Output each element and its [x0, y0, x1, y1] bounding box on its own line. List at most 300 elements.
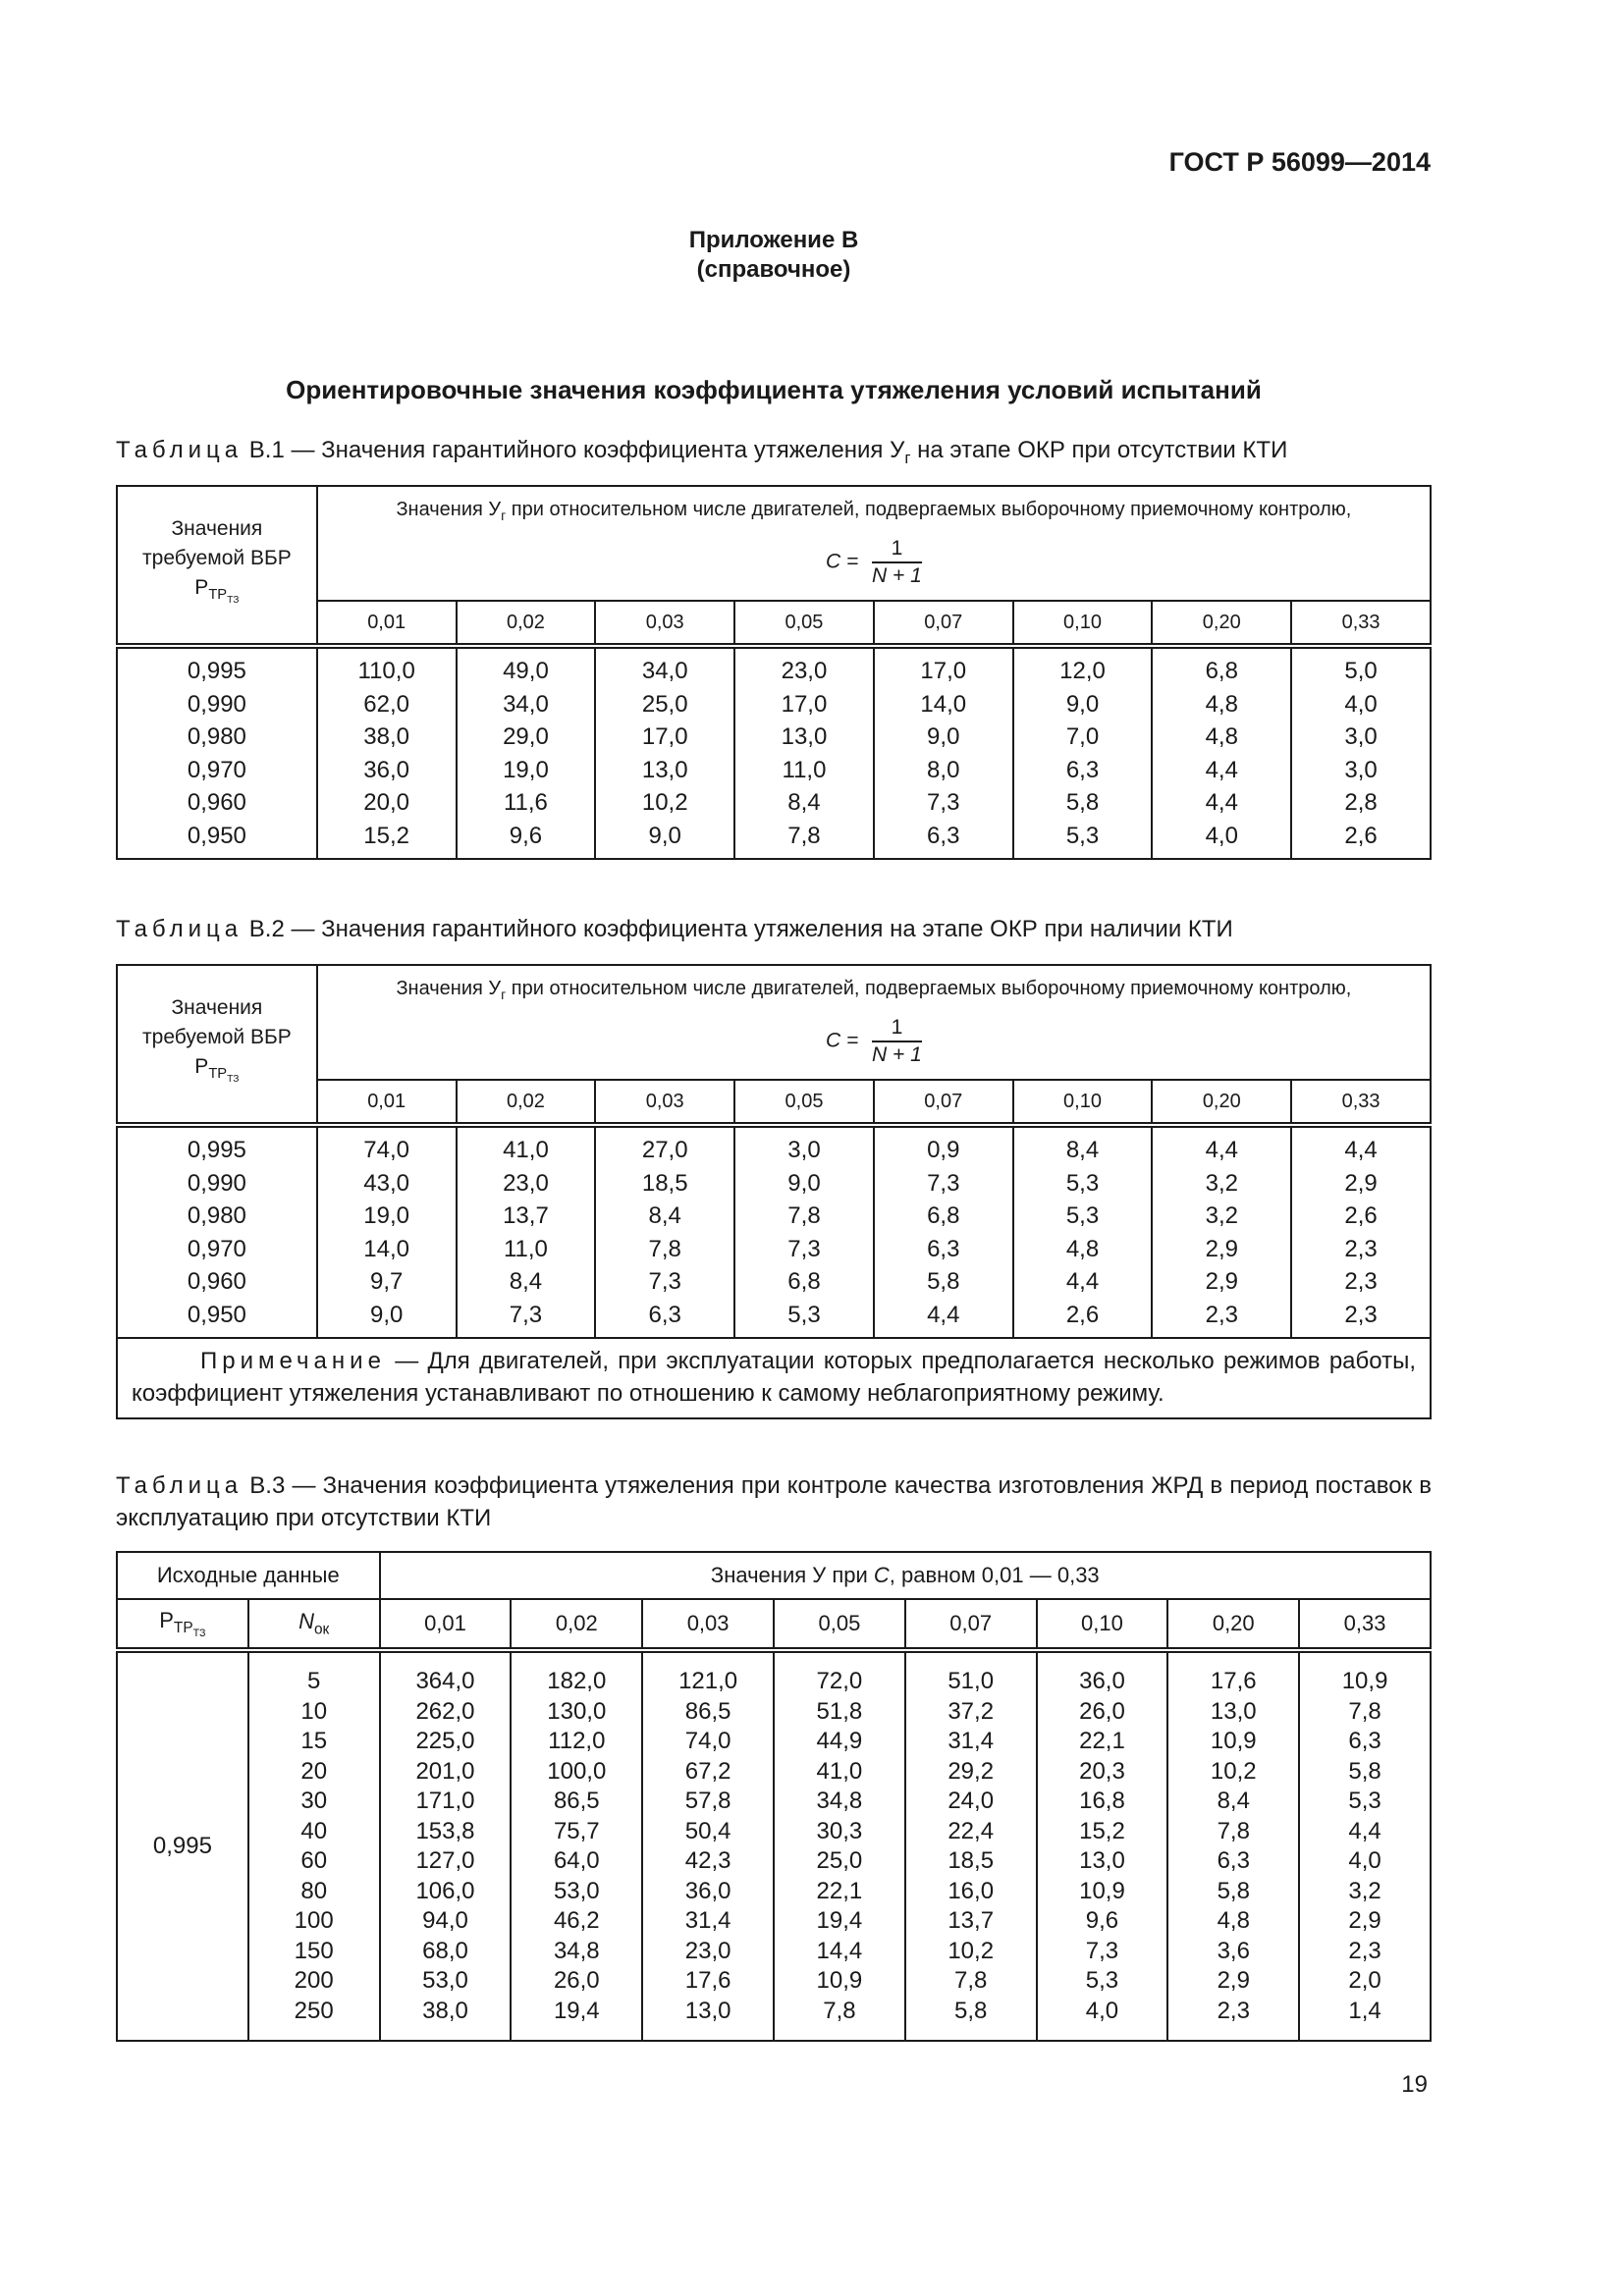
table2-col-header: 0,05: [734, 1080, 874, 1125]
table-cell-value: 50,4: [684, 1817, 731, 1844]
table-cell-value: 3,0: [1344, 756, 1378, 783]
table-cell-value: 16,8: [1079, 1788, 1125, 1814]
table2-col-header: 0,33: [1291, 1080, 1431, 1125]
table-cell-value: 4,4: [927, 1301, 960, 1328]
table-cell-value: 38,0: [363, 723, 410, 750]
table-cell-value: 26,0: [1079, 1697, 1125, 1725]
table3-n-values: [248, 1650, 380, 2041]
table-cell-value: 153,8: [415, 1817, 475, 1844]
table2-note-text: — Для двигателей, при эксплуатации которых предполагается несколько режимов работы, коэффициент утяжеления устанавливают по отношению к самому неблагоприятному режиму.: [132, 1348, 1416, 1407]
table3-value-column: [1167, 1650, 1299, 2041]
table-cell-value: 30: [300, 1788, 328, 1814]
table-cell-value: 20: [300, 1757, 328, 1785]
table-cell-value: 6,3: [927, 822, 960, 849]
table-cell-value: 5,3: [787, 1301, 821, 1328]
table-cell-value: 29,0: [503, 723, 549, 750]
table-cell-value: 6,3: [1065, 756, 1100, 783]
table-cell-value: 27,0: [641, 1137, 688, 1163]
table1-formula-lhs: C =: [825, 550, 859, 573]
table-cell-value: 13,0: [781, 723, 828, 750]
table2-value-column: [317, 1125, 457, 1338]
table-cell-value: 36,0: [684, 1877, 731, 1904]
table3-col-header: 0,20: [1167, 1599, 1299, 1650]
table-cell-value: 5,8: [1065, 789, 1100, 816]
table-cell-value: 121,0: [678, 1668, 738, 1694]
table-cell-value: 8,0: [927, 756, 960, 783]
table-cell-value: 171,0: [415, 1788, 475, 1814]
table-cell-value: 4,4: [1344, 1137, 1378, 1163]
table-cell-value: 4,0: [1348, 1847, 1381, 1874]
table1-col-header: 0,10: [1013, 601, 1153, 646]
table-cell-value: 9,0: [787, 1169, 821, 1197]
table-cell-value: 30,3: [816, 1817, 863, 1844]
table3-group-header: Значения У при С, равном 0,01 — 0,33: [380, 1552, 1431, 1599]
table1-row-header-symbol: $Р_{ТР_{ТЗ}}$: [194, 575, 240, 607]
table1-value-column: [874, 646, 1013, 859]
table-cell-value: 19,0: [503, 756, 549, 783]
table-cell-value: 4,4: [1205, 1137, 1238, 1163]
table-cell-value: 14,0: [920, 690, 967, 718]
table-cell-value: 42,3: [684, 1847, 731, 1874]
table2-col-header: 0,20: [1152, 1080, 1291, 1125]
table3-col-header: 0,07: [905, 1599, 1037, 1650]
table-cell-value: 5: [307, 1668, 321, 1694]
table-cell-value: 62,0: [363, 690, 410, 718]
table-cell-value: 2,9: [1344, 1169, 1378, 1197]
table-cell-value: 4,8: [1065, 1235, 1100, 1262]
table-cell-value: 6,3: [648, 1301, 681, 1328]
table3-col-header: 0,33: [1299, 1599, 1431, 1650]
table-cell-value: 2,3: [1344, 1301, 1378, 1328]
table3-value-column: [905, 1650, 1037, 2041]
table-cell-value: 80: [300, 1877, 328, 1904]
table-cell-value: 364,0: [415, 1668, 475, 1694]
table-cell-value: 8,4: [509, 1268, 543, 1295]
table-cell-value: 17,0: [920, 658, 967, 684]
table3-caption-lead: Таблица: [116, 1472, 244, 1499]
table-cell-value: 10,9: [1341, 1668, 1388, 1694]
table1-caption: [116, 434, 1432, 474]
table-cell-value: 75,7: [553, 1817, 600, 1844]
table-cell-value: 6,8: [1205, 658, 1238, 684]
table-cell-value: 86,5: [553, 1788, 600, 1814]
table-cell-value: 6,8: [927, 1202, 960, 1229]
table1-col-header: 0,07: [874, 601, 1013, 646]
table-cell-value: 19,4: [553, 1997, 600, 2024]
table-cell-value: 100,0: [547, 1757, 607, 1785]
table-cell-value: 13,0: [1210, 1697, 1257, 1725]
table-cell-value: 4,8: [1217, 1907, 1250, 1934]
table-cell-value: 0,980: [187, 1202, 246, 1229]
annex-title: Приложение В: [688, 227, 859, 253]
table-cell-value: 2,3: [1348, 1937, 1381, 1964]
table-cell-value: 6,3: [1348, 1728, 1381, 1754]
table-cell-value: 72,0: [816, 1668, 863, 1694]
table3-p-header: $Р_{ТР_{ТЗ}}$: [117, 1599, 248, 1650]
table-cell-value: 7,8: [823, 1997, 856, 2024]
table-cell-value: 23,0: [684, 1937, 731, 1964]
table-cell-value: 51,8: [816, 1697, 863, 1725]
table-cell-value: 37,2: [947, 1697, 995, 1725]
table2-caption-text: В.2 — Значения гарантийного коэффициента утяжеления на этапе ОКР при наличии КТИ: [248, 916, 1233, 942]
table3-col-header: 0,05: [774, 1599, 905, 1650]
table-cell-value: 68,0: [422, 1937, 468, 1964]
table-cell-value: 53,0: [553, 1877, 600, 1904]
table1-col-header: 0,20: [1152, 601, 1291, 646]
table-cell-value: 17,0: [641, 723, 688, 750]
table1-formula: [318, 536, 1430, 589]
table-cell-value: 8,4: [1217, 1788, 1250, 1814]
table3-value-column: [511, 1650, 642, 2041]
table2-value-column: [595, 1125, 734, 1338]
table3-values-row: [117, 1650, 1431, 2041]
table3-caption-text: В.3 — Значения коэффициента утяжеления при контроле качества изготовления ЖРД в период поставок в эксплуатацию при отсутствии КТИ: [116, 1472, 1433, 1531]
table-cell-value: 22,1: [816, 1877, 863, 1904]
table-cell-value: 16,0: [947, 1877, 995, 1904]
table-cell-value: 34,0: [503, 690, 549, 718]
table-cell-value: 17,6: [1210, 1668, 1257, 1694]
table-cell-value: 4,8: [1205, 723, 1238, 750]
table1-col-header: 0,02: [457, 601, 596, 646]
table1-row-labels: [117, 646, 317, 859]
table-cell-value: 4,4: [1065, 1268, 1100, 1295]
table-cell-value: 86,5: [684, 1697, 731, 1725]
table-cell-value: 2,3: [1344, 1268, 1378, 1295]
table-cell-value: 7,8: [954, 1967, 988, 1994]
table3-n-header: $N_{ок}$: [248, 1599, 380, 1650]
table-cell-value: 7,3: [787, 1235, 821, 1262]
table-cell-value: 53,0: [422, 1967, 468, 1994]
table-cell-value: 2,0: [1348, 1967, 1381, 1994]
table-cell-value: 0,950: [187, 1301, 246, 1328]
table-cell-value: 5,3: [1348, 1788, 1381, 1814]
table-cell-value: 4,4: [1205, 756, 1238, 783]
table-cell-value: 41,0: [816, 1757, 863, 1785]
table-cell-value: 9,6: [509, 822, 543, 849]
table-cell-value: 7,8: [787, 1202, 821, 1229]
table3-value-column: [642, 1650, 774, 2041]
table-cell-value: 34,8: [816, 1788, 863, 1814]
table-cell-value: 8,4: [1065, 1137, 1100, 1163]
table-cell-value: 4,4: [1348, 1817, 1381, 1844]
table-cell-value: 0,995: [187, 1137, 246, 1163]
table-cell-value: 8,4: [648, 1202, 681, 1229]
table-cell-value: 6,8: [787, 1268, 821, 1295]
table-cell-value: 18,5: [641, 1169, 688, 1197]
table1-caption-tail: на этапе ОКР при отсутствии КТИ: [910, 437, 1288, 463]
table-cell-value: 51,0: [947, 1668, 995, 1694]
table2-formula: [318, 1015, 1430, 1068]
table-cell-value: 10,2: [947, 1937, 995, 1964]
table-cell-value: 3,2: [1205, 1169, 1238, 1197]
table-cell-value: 9,0: [648, 822, 681, 849]
section-title: Ориентировочные значения коэффициента утяжеления условий испытаний: [286, 375, 1262, 404]
table-cell-value: 25,0: [816, 1847, 863, 1874]
table-cell-value: 2,8: [1344, 789, 1378, 816]
table2-formula-fraction: $\frac{1}{N + 1}$: [872, 1016, 922, 1066]
table-cell-value: 201,0: [415, 1757, 475, 1785]
table-cell-value: 5,3: [1065, 822, 1100, 849]
table-cell-value: 150: [294, 1937, 334, 1964]
table-cell-value: 36,0: [363, 756, 410, 783]
table-cell-value: 5,8: [954, 1997, 988, 2024]
table-cell-value: 2,3: [1205, 1301, 1238, 1328]
table-cell-value: 44,9: [816, 1728, 863, 1754]
table-cell-value: 7,3: [1085, 1937, 1119, 1964]
table2-row-header-symbol: $Р_{ТР_{ТЗ}}$: [194, 1054, 240, 1086]
table1-value-column: [595, 646, 734, 859]
table2-formula-lhs: C =: [825, 1029, 859, 1052]
table-cell-value: 9,0: [369, 1301, 404, 1328]
table-cell-value: 67,2: [684, 1757, 731, 1785]
table-cell-value: 262,0: [415, 1697, 475, 1725]
table-cell-value: 7,8: [1217, 1817, 1250, 1844]
table1-col-header: 0,01: [317, 601, 457, 646]
table-cell-value: 2,6: [1344, 822, 1378, 849]
table-cell-value: 5,0: [1344, 658, 1378, 684]
table-cell-value: 7,8: [648, 1235, 681, 1262]
table-cell-value: 7,8: [1348, 1697, 1381, 1725]
table-cell-value: 13,0: [684, 1997, 731, 2024]
table-cell-value: 100: [294, 1907, 334, 1934]
table2-note-row: [117, 1338, 1431, 1418]
table-cell-value: 5,8: [927, 1268, 960, 1295]
table-cell-value: 0,950: [187, 822, 246, 849]
table-cell-value: 9,0: [927, 723, 960, 750]
table2-row-header-line1: Значения: [171, 995, 263, 1019]
table-cell-value: 17,6: [684, 1967, 731, 1994]
table3-p-value: 0,995: [117, 1650, 248, 2041]
table-cell-value: 19,4: [816, 1907, 863, 1934]
table-cell-value: 29,2: [947, 1757, 995, 1785]
table2-caption: [116, 913, 1432, 945]
table-cell-value: 24,0: [947, 1788, 995, 1814]
table-cell-value: 0,990: [187, 1169, 246, 1197]
table-cell-value: 3,2: [1348, 1877, 1381, 1904]
table2-col-header: 0,03: [595, 1080, 734, 1125]
table-cell-value: 40: [300, 1817, 328, 1844]
table1-values-row: [117, 646, 1431, 859]
table2: [116, 964, 1432, 1419]
table-cell-value: 41,0: [503, 1137, 549, 1163]
table1-formula-fraction: $\frac{1}{N + 1}$: [872, 537, 922, 587]
table1-group-header: [317, 486, 1431, 601]
document-code: ГОСТ Р 56099—2014: [1168, 147, 1431, 177]
table-cell-value: 2,6: [1344, 1202, 1378, 1229]
table-cell-value: 182,0: [547, 1668, 607, 1694]
table-cell-value: 20,0: [363, 789, 410, 816]
table-cell-value: 0,960: [187, 1268, 246, 1295]
table-cell-value: 11,6: [503, 789, 548, 816]
table1-col-header: 0,05: [734, 601, 874, 646]
table-cell-value: 6,3: [1217, 1847, 1250, 1874]
table-cell-value: 2,3: [1217, 1997, 1250, 2024]
table1-col-header: 0,03: [595, 601, 734, 646]
table1-value-column: [734, 646, 874, 859]
table-cell-value: 18,5: [947, 1847, 995, 1874]
table-cell-value: 15: [300, 1728, 328, 1754]
table-cell-value: 4,4: [1205, 789, 1238, 816]
table-cell-value: 2,9: [1205, 1235, 1238, 1262]
table3-caption: [116, 1469, 1432, 1534]
table-cell-value: 3,2: [1205, 1202, 1238, 1229]
table2-group-header-text: Значения $У_г$ при относительном числе двигателей, подвергаемых выборочному приемочному контролю,: [396, 978, 1352, 1002]
annex-subtitle: (справочное): [696, 256, 851, 283]
table2-group-header: [317, 965, 1431, 1080]
table1-col-header: 0,33: [1291, 601, 1431, 646]
table-cell-value: 4,0: [1205, 822, 1238, 849]
table-cell-value: 9,6: [1085, 1907, 1119, 1934]
table-cell-value: 2,9: [1217, 1967, 1250, 1994]
table-cell-value: 25,0: [641, 690, 688, 718]
table-cell-value: 23,0: [503, 1169, 549, 1197]
table3-value-column: [1037, 1650, 1168, 2041]
table-cell-value: 0,980: [187, 723, 246, 750]
table-cell-value: 3,0: [1344, 723, 1378, 750]
table1-row-header-line1: Значения: [171, 516, 263, 540]
table-cell-value: 106,0: [415, 1877, 475, 1904]
table-cell-value: 26,0: [553, 1967, 600, 1994]
table-cell-value: 2,9: [1348, 1907, 1381, 1934]
table-cell-value: 94,0: [422, 1907, 468, 1934]
table1-value-column: [1013, 646, 1153, 859]
table-cell-value: 19,0: [363, 1202, 410, 1229]
table-cell-value: 10,9: [816, 1967, 863, 1994]
table3-col-header: 0,02: [511, 1599, 642, 1650]
table3-col-header: 0,03: [642, 1599, 774, 1650]
table-cell-value: 250: [294, 1997, 334, 2024]
table-cell-value: 4,8: [1205, 690, 1238, 718]
table-cell-value: 13,7: [947, 1907, 995, 1934]
table-cell-value: 5,8: [1348, 1757, 1381, 1785]
table-cell-value: 8,4: [787, 789, 821, 816]
table3-value-column: [380, 1650, 512, 2041]
table-cell-value: 200: [294, 1967, 334, 1994]
table2-col-header: 0,02: [457, 1080, 596, 1125]
table-cell-value: 9,7: [369, 1268, 404, 1295]
table-cell-value: 74,0: [684, 1728, 731, 1754]
table1: [116, 485, 1432, 860]
table2-col-header: 0,01: [317, 1080, 457, 1125]
table-cell-value: 0,995: [187, 658, 246, 684]
table-cell-value: 4,0: [1344, 690, 1378, 718]
table-cell-value: 10: [300, 1697, 328, 1725]
table-cell-value: 7,3: [648, 1268, 681, 1295]
table2-value-column: [1013, 1125, 1153, 1338]
table-cell-value: 10,9: [1210, 1728, 1257, 1754]
table-cell-value: 7,3: [927, 789, 960, 816]
table-cell-value: 14,0: [363, 1235, 410, 1262]
table-cell-value: 74,0: [363, 1137, 410, 1163]
table-cell-value: 0,990: [187, 690, 246, 718]
table3-col-header: 0,01: [380, 1599, 512, 1650]
table1-caption-sub: г: [904, 448, 911, 467]
table-cell-value: 127,0: [415, 1847, 475, 1874]
table-cell-value: 5,8: [1217, 1877, 1250, 1904]
table1-value-column: [1152, 646, 1291, 859]
table2-row-header: [117, 965, 317, 1125]
table-cell-value: 0,970: [187, 1235, 246, 1262]
table2-value-column: [457, 1125, 596, 1338]
table-cell-value: 11,0: [503, 1235, 548, 1262]
table-cell-value: 31,4: [684, 1907, 731, 1934]
table-cell-value: 11,0: [782, 756, 827, 783]
table1-value-column: [1291, 646, 1431, 859]
table-cell-value: 7,3: [509, 1301, 543, 1328]
table-cell-value: 110,0: [357, 658, 415, 684]
table2-col-header: 0,10: [1013, 1080, 1153, 1125]
table2-row-header-line2: требуемой ВБР: [142, 1025, 292, 1048]
table1-group-header-text: Значения $У_г$ при относительном числе двигателей, подвергаемых выборочному приемочному контролю,: [396, 499, 1352, 523]
table-cell-value: 60: [300, 1847, 328, 1874]
table-cell-value: 13,7: [503, 1202, 549, 1229]
table-cell-value: 112,0: [548, 1728, 606, 1754]
table-cell-value: 5,3: [1065, 1169, 1100, 1197]
table-cell-value: 6,3: [927, 1235, 960, 1262]
table-cell-value: 34,0: [641, 658, 688, 684]
table-cell-value: 12,0: [1059, 658, 1106, 684]
table-cell-value: 1,4: [1348, 1997, 1381, 2024]
table-cell-value: 5,3: [1065, 1202, 1100, 1229]
table-cell-value: 43,0: [363, 1169, 410, 1197]
table-cell-value: 2,3: [1344, 1235, 1378, 1262]
table-cell-value: 34,8: [553, 1937, 600, 1964]
table2-value-column: [1291, 1125, 1431, 1338]
table1-value-column: [317, 646, 457, 859]
table1-caption-text: В.1 — Значения гарантийного коэффициента утяжеления У: [248, 437, 905, 463]
table-cell-value: 36,0: [1079, 1668, 1125, 1694]
table-cell-value: 0,970: [187, 756, 246, 783]
table-cell-value: 22,1: [1079, 1728, 1125, 1754]
annex-heading: [0, 226, 1547, 285]
table-cell-value: 46,2: [553, 1907, 600, 1934]
table-cell-value: 7,3: [927, 1169, 960, 1197]
table-cell-value: 3,0: [787, 1137, 821, 1163]
table-cell-value: 13,0: [641, 756, 688, 783]
table-cell-value: 17,0: [781, 690, 828, 718]
table-cell-value: 13,0: [1079, 1847, 1125, 1874]
table3-value-column: [1299, 1650, 1431, 2041]
table-cell-value: 3,6: [1217, 1937, 1250, 1964]
table2-caption-lead: Таблица: [116, 916, 244, 942]
table1-caption-lead: Таблица: [116, 437, 244, 463]
table2-note-lead: Примечание: [200, 1348, 386, 1374]
table-cell-value: 0,9: [927, 1137, 960, 1163]
table-cell-value: 7,8: [787, 822, 821, 849]
table-cell-value: 2,9: [1205, 1268, 1238, 1295]
table-cell-value: 49,0: [503, 658, 549, 684]
table-cell-value: 7,0: [1065, 723, 1100, 750]
table3-value-column: [774, 1650, 905, 2041]
table-cell-value: 57,8: [684, 1788, 731, 1814]
table-cell-value: 2,6: [1065, 1301, 1100, 1328]
table-cell-value: 23,0: [781, 658, 828, 684]
table2-note: [117, 1338, 1431, 1418]
table2-value-column: [734, 1125, 874, 1338]
table-cell-value: 225,0: [415, 1728, 475, 1754]
page-number: 19: [1401, 2071, 1428, 2098]
table-cell-value: 10,9: [1079, 1877, 1125, 1904]
table-cell-value: 9,0: [1065, 690, 1100, 718]
table-cell-value: 5,3: [1085, 1967, 1119, 1994]
table-cell-value: 14,4: [816, 1937, 863, 1964]
table2-value-column: [874, 1125, 1013, 1338]
table-cell-value: 31,4: [947, 1728, 995, 1754]
table2-col-header: 0,07: [874, 1080, 1013, 1125]
table-cell-value: 10,2: [1210, 1757, 1257, 1785]
table2-row-labels: [117, 1125, 317, 1338]
table-cell-value: 20,3: [1079, 1757, 1125, 1785]
